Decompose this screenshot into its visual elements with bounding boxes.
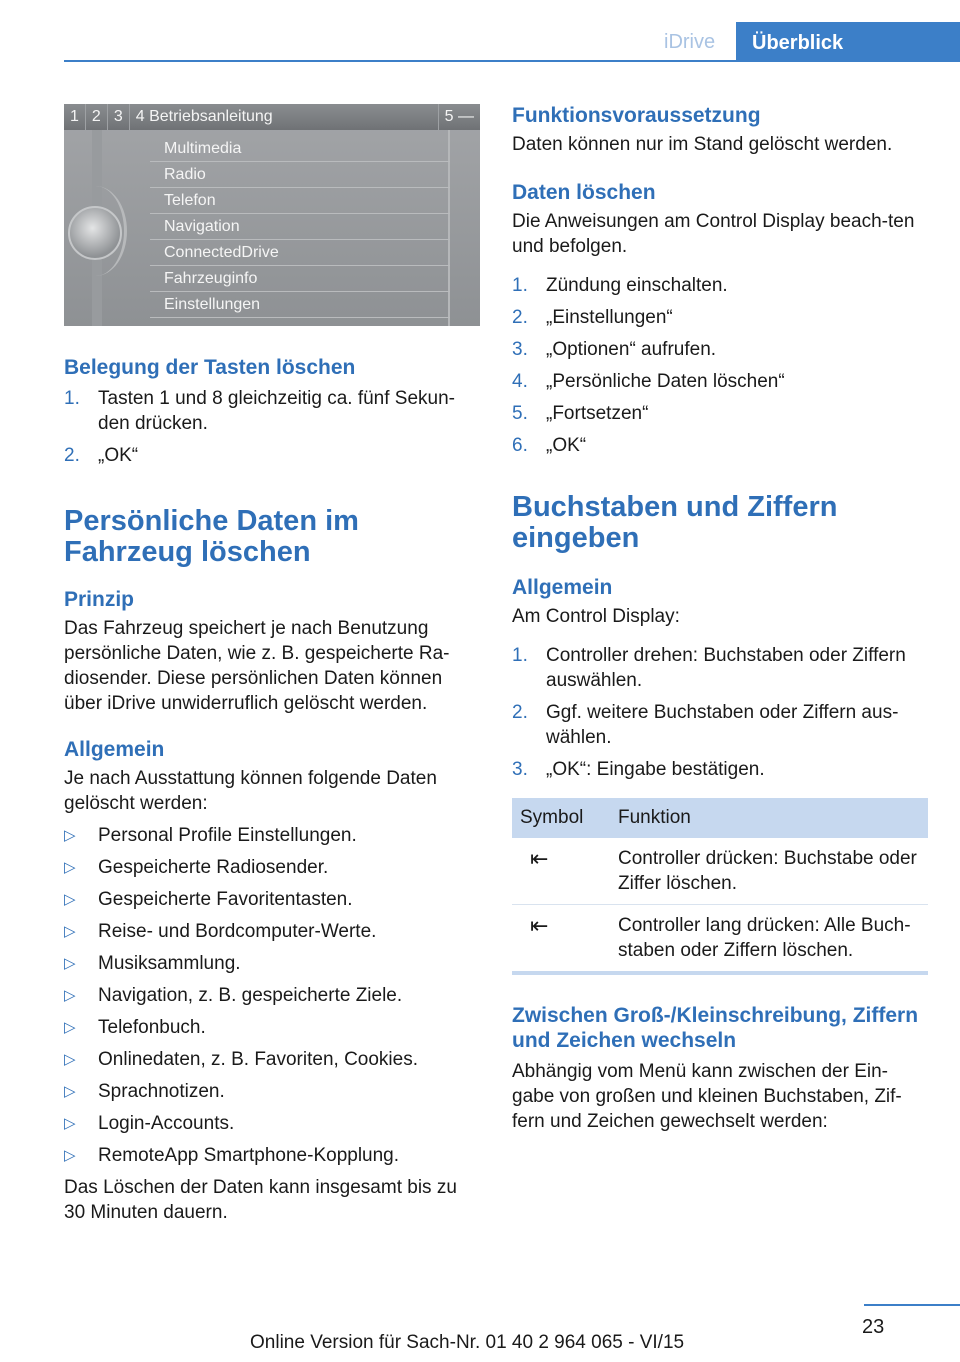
prinzip-heading: Prinzip [64, 588, 135, 611]
step-text: „Persönliche Daten löschen“ [546, 371, 785, 392]
belegung-heading: Belegung der Tasten löschen [64, 356, 356, 379]
step-text: Controller drehen: Buchstaben oder Ziffern auswählen. [546, 645, 906, 691]
backspace-arrow-icon: ⇤ [512, 905, 610, 974]
list-item [512, 305, 928, 330]
col-header-symbol: Symbol [512, 798, 610, 838]
step-text: Ggf. weitere Buchstaben oder Ziffern aus‐wählen. [546, 702, 899, 748]
switch-heading: Zwischen Groß-/Kleinschreibung, Ziffern und Zeichen wechseln [512, 1004, 919, 1052]
list-item [512, 273, 928, 298]
deletable-data-list [64, 823, 480, 1168]
step-number: 2. [512, 307, 528, 328]
input-steps [512, 643, 928, 782]
list-item [64, 1143, 480, 1168]
list-item-text: RemoteApp Smartphone-Kopplung. [98, 1145, 400, 1166]
step-number: 4. [512, 371, 528, 392]
list-item [512, 700, 928, 750]
list-item [512, 401, 928, 426]
table-row [512, 905, 928, 974]
list-item-text: Gespeicherte Favoritentasten. [98, 889, 353, 910]
table-row [512, 838, 928, 905]
triangle-bullet-icon: ▷ [64, 891, 76, 908]
left-column [64, 104, 480, 1225]
step-text: „OK“ [546, 435, 587, 456]
step-number: 1. [512, 275, 528, 296]
page-number: 23 [862, 1316, 885, 1338]
screen-tab-3: 3 [108, 104, 130, 130]
list-item [512, 757, 928, 782]
allgemein-heading: Allgemein [64, 738, 165, 761]
right-column [512, 104, 928, 1134]
step-number: 6. [512, 435, 528, 456]
allgemein-text: Je nach Ausstattung können folgende Daten gelöscht werden: [64, 768, 437, 814]
prinzip-text: Das Fahrzeug speichert je nach Benutzung persönliche Daten, wie z. B. gespeicherte Ra‐diosender. Diese persönlichen Daten können über iDrive unwiderruflich gelöscht werden. [64, 618, 450, 714]
step-number: 3. [512, 339, 528, 360]
list-item-text: Gespeicherte Radiosender. [98, 857, 329, 878]
header-rule [64, 60, 960, 62]
symbol-table [512, 798, 928, 975]
list-item [64, 443, 480, 468]
screen-menu-item: Telefon [150, 188, 450, 214]
triangle-bullet-icon: ▷ [64, 1019, 76, 1036]
switch-text: Abhängig vom Menü kann zwischen der Ein‐gabe von großen und kleinen Buchstaben, Zif‐fern und Zeichen gewechselt werden: [512, 1061, 902, 1132]
triangle-bullet-icon: ▷ [64, 987, 76, 1004]
list-item [64, 1079, 480, 1104]
step-number: 2. [64, 445, 80, 466]
funktion-heading: Funktionsvoraussetzung [512, 104, 761, 127]
triangle-bullet-icon: ▷ [64, 923, 76, 940]
list-item-text: Login-Accounts. [98, 1113, 235, 1134]
backspace-arrow-icon: ⇤ [512, 838, 610, 905]
screen-menu [150, 136, 450, 318]
step-number: 1. [512, 645, 528, 666]
header-section-label: iDrive [664, 31, 716, 53]
table-cell-function: Controller lang drücken: Alle Buch‐staben oder Ziffern löschen. [610, 905, 928, 974]
step-number: 3. [512, 759, 528, 780]
screen-tab-5: 5 — [444, 108, 474, 125]
screen-menu-item: Navigation [150, 214, 450, 240]
funktion-text: Daten können nur im Stand gelöscht werden. [512, 134, 893, 155]
triangle-bullet-icon: ▷ [64, 1147, 76, 1164]
triangle-bullet-icon: ▷ [64, 1083, 76, 1100]
list-item [64, 1111, 480, 1136]
screen-tab-4: 4 Betriebsanleitung [130, 104, 439, 130]
list-item [64, 1047, 480, 1072]
table-cell-function: Controller drücken: Buchstabe oder Ziffer löschen. [610, 838, 928, 905]
list-item [512, 369, 928, 394]
step-text: „OK“: Eingabe bestätigen. [546, 759, 765, 780]
list-item [64, 887, 480, 912]
list-item [64, 823, 480, 848]
step-number: 1. [64, 388, 80, 409]
step-text: „OK“ [98, 445, 139, 466]
header-chapter-tab: Überblick [736, 22, 960, 62]
step-text: Tasten 1 und 8 gleichzeitig ca. fünf Sekun‐den drücken. [98, 388, 456, 434]
list-item [512, 337, 928, 362]
section-title-letters-digits: Buchstaben und Ziffern eingeben [512, 491, 838, 554]
step-text: „Optionen“ aufrufen. [546, 339, 717, 360]
step-number: 2. [512, 702, 528, 723]
col-header-function: Funktion [610, 798, 928, 838]
triangle-bullet-icon: ▷ [64, 827, 76, 844]
delete-heading: Daten löschen [512, 181, 656, 204]
allgemein-heading-right: Allgemein [512, 576, 613, 599]
list-item-text: Personal Profile Einstellungen. [98, 825, 357, 846]
list-item [64, 983, 480, 1008]
screen-menu-item: ConnectedDrive [150, 240, 450, 266]
triangle-bullet-icon: ▷ [64, 859, 76, 876]
closing-text: Das Löschen der Daten kann insgesamt bis zu 30 Minuten dauern. [64, 1177, 457, 1223]
list-item [64, 919, 480, 944]
triangle-bullet-icon: ▷ [64, 1115, 76, 1132]
list-item [512, 643, 928, 693]
idrive-screen-image [64, 104, 480, 326]
list-item-text: Telefonbuch. [98, 1017, 206, 1038]
screen-tab-1: 1 [64, 104, 86, 130]
list-item [64, 951, 480, 976]
step-text: „Einstellungen“ [546, 307, 673, 328]
step-text: „Fortsetzen“ [546, 403, 649, 424]
screen-menu-item: Multimedia [150, 136, 450, 162]
belegung-steps [64, 386, 480, 468]
list-item-text: Musiksammlung. [98, 953, 241, 974]
triangle-bullet-icon: ▷ [64, 955, 76, 972]
table-header-row [512, 798, 928, 838]
screen-menu-item: Radio [150, 162, 450, 188]
delete-text: Die Anweisungen am Control Display beach‐ten und befolgen. [512, 211, 915, 257]
controller-knob-icon [68, 206, 122, 260]
screen-menu-item: Fahrzeuginfo [150, 266, 450, 292]
online-version-note: Online Version für Sach-Nr. 01 40 2 964 065 - VI/15 [250, 1332, 685, 1353]
screen-tab-2: 2 [86, 104, 108, 130]
step-number: 5. [512, 403, 528, 424]
list-item-text: Reise- und Bordcomputer-Werte. [98, 921, 377, 942]
delete-steps [512, 273, 928, 458]
allgemein-text-right: Am Control Display: [512, 606, 680, 627]
list-item [512, 433, 928, 458]
screen-tab-bar [64, 104, 480, 130]
step-text: Zündung einschalten. [546, 275, 728, 296]
section-title-personal-data: Persönliche Daten im Fahrzeug löschen [64, 505, 359, 568]
list-item [64, 1015, 480, 1040]
screen-menu-item: Einstellungen [150, 292, 450, 318]
list-item-text: Navigation, z. B. gespeicherte Ziele. [98, 985, 403, 1006]
triangle-bullet-icon: ▷ [64, 1051, 76, 1068]
footer-rule [864, 1304, 960, 1306]
list-item-text: Onlinedaten, z. B. Favoriten, Cookies. [98, 1049, 418, 1070]
list-item [64, 855, 480, 880]
list-item [64, 386, 480, 436]
list-item-text: Sprachnotizen. [98, 1081, 225, 1102]
